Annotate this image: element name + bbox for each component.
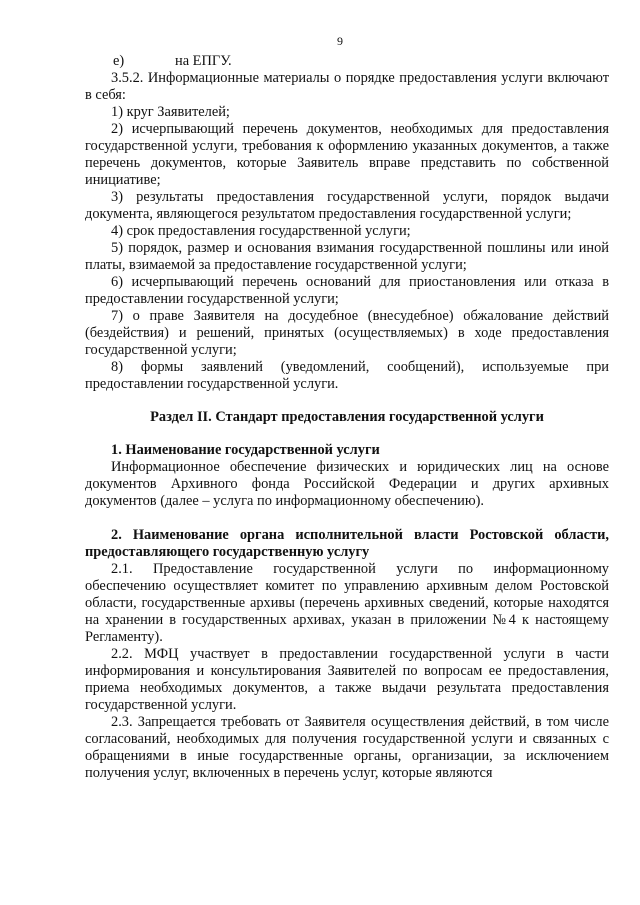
list-item: 3) результаты предоставления государственной услуги, порядок выдачи документа, являющегося результатом предоставления государственной услуги; <box>85 189 609 222</box>
list-item: 5) порядок, размер и основания взимания государственной пошлины или иной платы, взимаемой за предоставление государственной услуги; <box>85 240 609 273</box>
page-content <box>85 53 609 782</box>
list-item: 8) формы заявлений (уведомлений, сообщений), используемые при предоставлении государственной услуги. <box>85 359 609 392</box>
list-item: 1) круг Заявителей; <box>111 104 230 120</box>
paragraph-2-3: 2.3. Запрещается требовать от Заявителя осуществления действий, в том числе согласований, необходимых для получения государственной услуги и связанных с обращениями в иные государственные органы, организации, за исключением получения услуг, включенных в перечень услуг, которые являются <box>85 714 609 781</box>
paragraph-2-2: 2.2. МФЦ участвует в предоставлении государственной услуги в части информирования и консультирования Заявителей по вопросам ее предоставления, приема необходимых документов, а также выдачи результата предоставления государственной услуги. <box>85 646 609 713</box>
page-number: 9 <box>337 34 343 48</box>
list-marker: е) <box>113 53 125 69</box>
paragraph-2-1: 2.1. Предоставление государственной услуги по информационному обеспечению осуществляет комитет по управлению архивным делом Ростовской области, государственные архивы (перечень архивных сведений, которые находятся на хранении в государственных архивах, указан в приложении №4 к настоящему Регламенту). <box>85 561 609 645</box>
list-item: 7) о праве Заявителя на досудебное (внесудебное) обжалование действий (бездействия) и решений, принятых (осуществляемых) в ходе предоставления государственной услуги; <box>85 308 609 358</box>
spacer <box>85 510 609 527</box>
heading-2: 2. Наименование органа исполнительной власти Ростовской области, предоставляющего государственную услугу <box>85 527 609 560</box>
list-item: 4) срок предоставления государственной услуги; <box>111 223 411 239</box>
paragraph-3-5-2: 3.5.2. Информационные материалы о порядке предоставления услуги включают в себя: <box>85 70 609 103</box>
heading-1: 1. Наименование государственной услуги <box>111 442 380 458</box>
list-item: 6) исчерпывающий перечень оснований для приостановления или отказа в предоставлении государственной услуги; <box>85 274 609 307</box>
list-item: 2) исчерпывающий перечень документов, необходимых для предоставления государственной услуги, требования к оформлению указанных документов, а также перечень документов, которые Заявитель вправе представить по собственной инициативе; <box>85 121 609 188</box>
section-title: Раздел II. Стандарт предоставления государственной услуги <box>150 409 544 425</box>
list-item-e <box>85 53 609 70</box>
list-text: на ЕПГУ. <box>175 53 232 69</box>
paragraph-1: Информационное обеспечение физических и юридических лиц на основе документов Архивного фонда Российской Федерации и других архивных документов (далее – услуга по информационному обеспечению). <box>85 459 609 509</box>
